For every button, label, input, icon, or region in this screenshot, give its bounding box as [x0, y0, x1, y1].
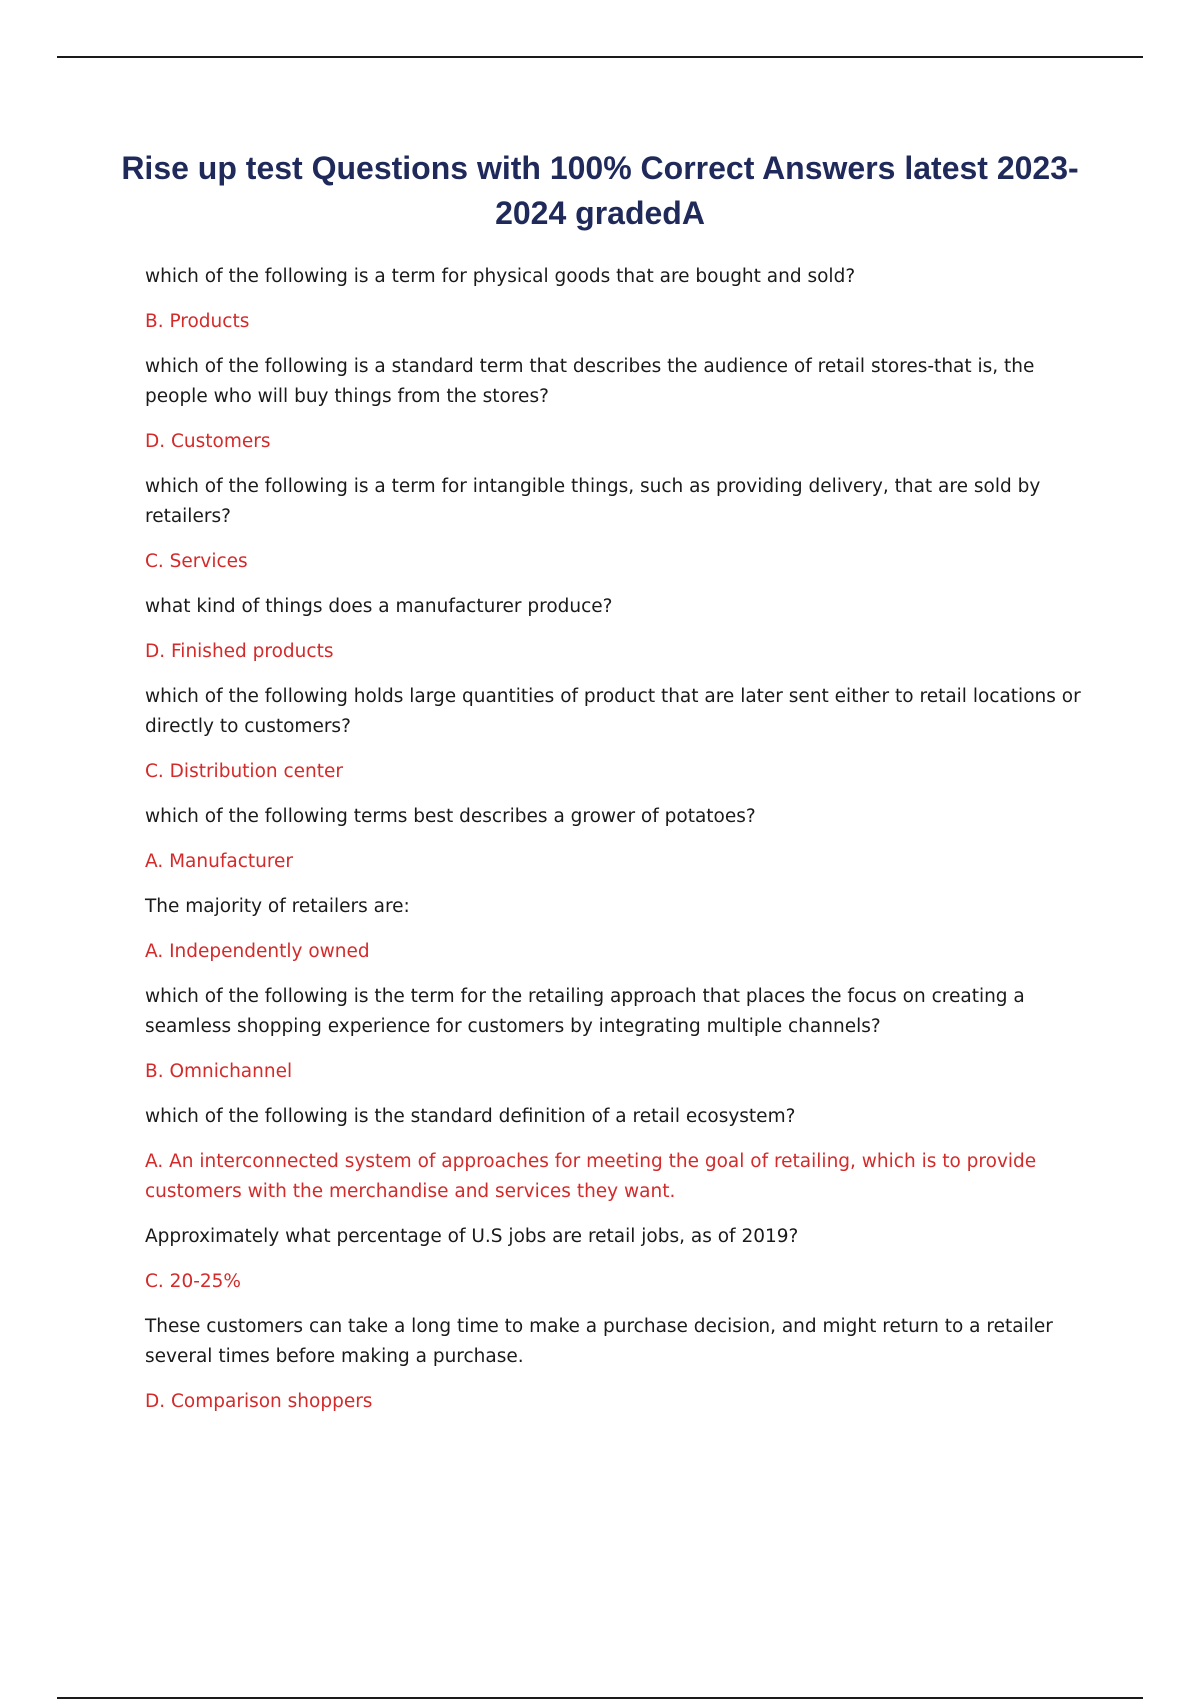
- question-3: which of the following is a term for intangible things, such as providing delivery, that are sold by retailers?: [145, 476, 1041, 527]
- answer-2: D. Customers: [145, 431, 271, 452]
- answer-10: C. 20-25%: [145, 1271, 242, 1292]
- question-8: which of the following is the term for the retailing approach that places the focus on creating a seamless shopping experience for customers by integrating multiple channels?: [145, 986, 1025, 1037]
- answer-8: B. Omnichannel: [145, 1061, 293, 1082]
- answer-11: D. Comparison shoppers: [145, 1391, 373, 1412]
- question-9: which of the following is the standard definition of a retail ecosystem?: [145, 1106, 796, 1127]
- qa-list: [145, 262, 1095, 1432]
- answer-7: A. Independently owned: [145, 941, 370, 962]
- question-7: The majority of retailers are:: [145, 896, 410, 917]
- question-1: which of the following is a term for physical goods that are bought and sold?: [145, 266, 856, 287]
- question-11: These customers can take a long time to make a purchase decision, and might return to a retailer several times before making a purchase.: [145, 1316, 1053, 1367]
- question-5: which of the following holds large quantities of product that are later sent either to retail locations or directly to customers?: [145, 686, 1081, 737]
- bottom-rule: [57, 1697, 1143, 1699]
- question-6: which of the following terms best describes a grower of potatoes?: [145, 806, 756, 827]
- answer-9: A. An interconnected system of approaches for meeting the goal of retailing, which is to provide customers with the merchandise and services they want.: [145, 1151, 1037, 1202]
- question-2: which of the following is a standard term that describes the audience of retail stores-that is, the people who will buy things from the stores?: [145, 356, 1035, 407]
- answer-3: C. Services: [145, 551, 248, 572]
- top-rule: [57, 56, 1143, 58]
- answer-6: A. Manufacturer: [145, 851, 294, 872]
- question-4: what kind of things does a manufacturer produce?: [145, 596, 613, 617]
- answer-1: B. Products: [145, 311, 250, 332]
- document-title: Rise up test Questions with 100% Correct Answers latest 2023-2024 gradedA: [121, 150, 1079, 231]
- answer-5: C. Distribution center: [145, 761, 344, 782]
- answer-4: D. Finished products: [145, 641, 334, 662]
- question-10: Approximately what percentage of U.S jobs are retail jobs, as of 2019?: [145, 1226, 799, 1247]
